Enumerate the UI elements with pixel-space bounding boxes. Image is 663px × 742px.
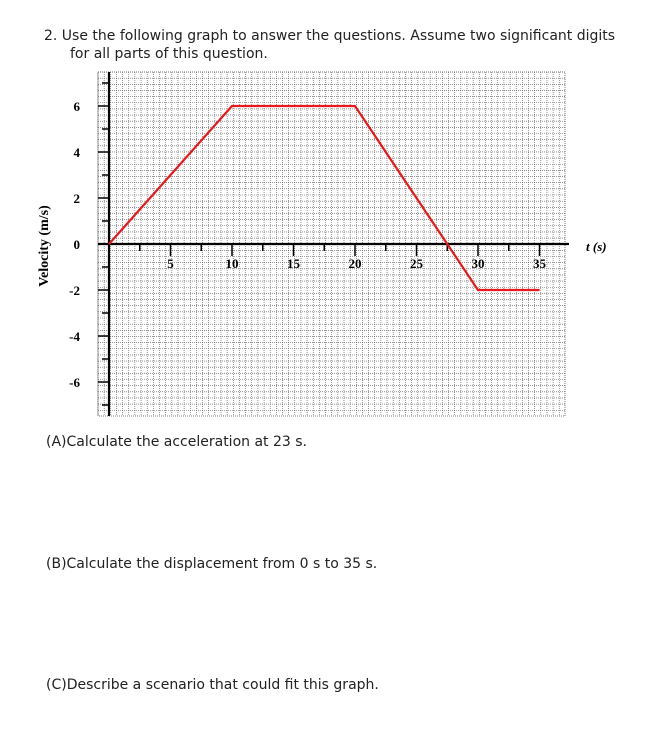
question-part-a: (A)Calculate the acceleration at 23 s. bbox=[46, 434, 307, 450]
y-tick-label: -6 bbox=[69, 375, 80, 390]
x-tick-label: 25 bbox=[410, 256, 423, 271]
x-tick-label: 15 bbox=[287, 256, 300, 271]
x-tick-label: 30 bbox=[471, 256, 485, 271]
y-axis-title: Velocity (m/s) bbox=[37, 205, 52, 287]
question-part-c: (C)Describe a scenario that could fit this graph. bbox=[46, 677, 379, 693]
x-tick-label: 35 bbox=[533, 256, 546, 271]
y-tick-label: 2 bbox=[73, 191, 80, 206]
question-part-b: (B)Calculate the displacement from 0 s to 35 s. bbox=[46, 556, 378, 572]
question-intro-line2: for all parts of this question. bbox=[70, 46, 268, 62]
y-tick-label: -2 bbox=[69, 283, 80, 298]
chart-axes bbox=[98, 72, 569, 416]
y-tick-label: 4 bbox=[73, 145, 80, 160]
y-tick-label: 6 bbox=[73, 99, 80, 114]
y-tick-label: -4 bbox=[69, 329, 80, 344]
x-tick-label: 10 bbox=[225, 256, 239, 271]
x-axis-title: t (s) bbox=[586, 239, 607, 254]
x-tick-label: 20 bbox=[348, 256, 362, 271]
x-tick-label: 5 bbox=[167, 256, 174, 271]
question-intro-line1: 2. Use the following graph to answer the questions. Assume two significant digits bbox=[44, 28, 616, 44]
y-tick-label: 0 bbox=[73, 237, 80, 252]
